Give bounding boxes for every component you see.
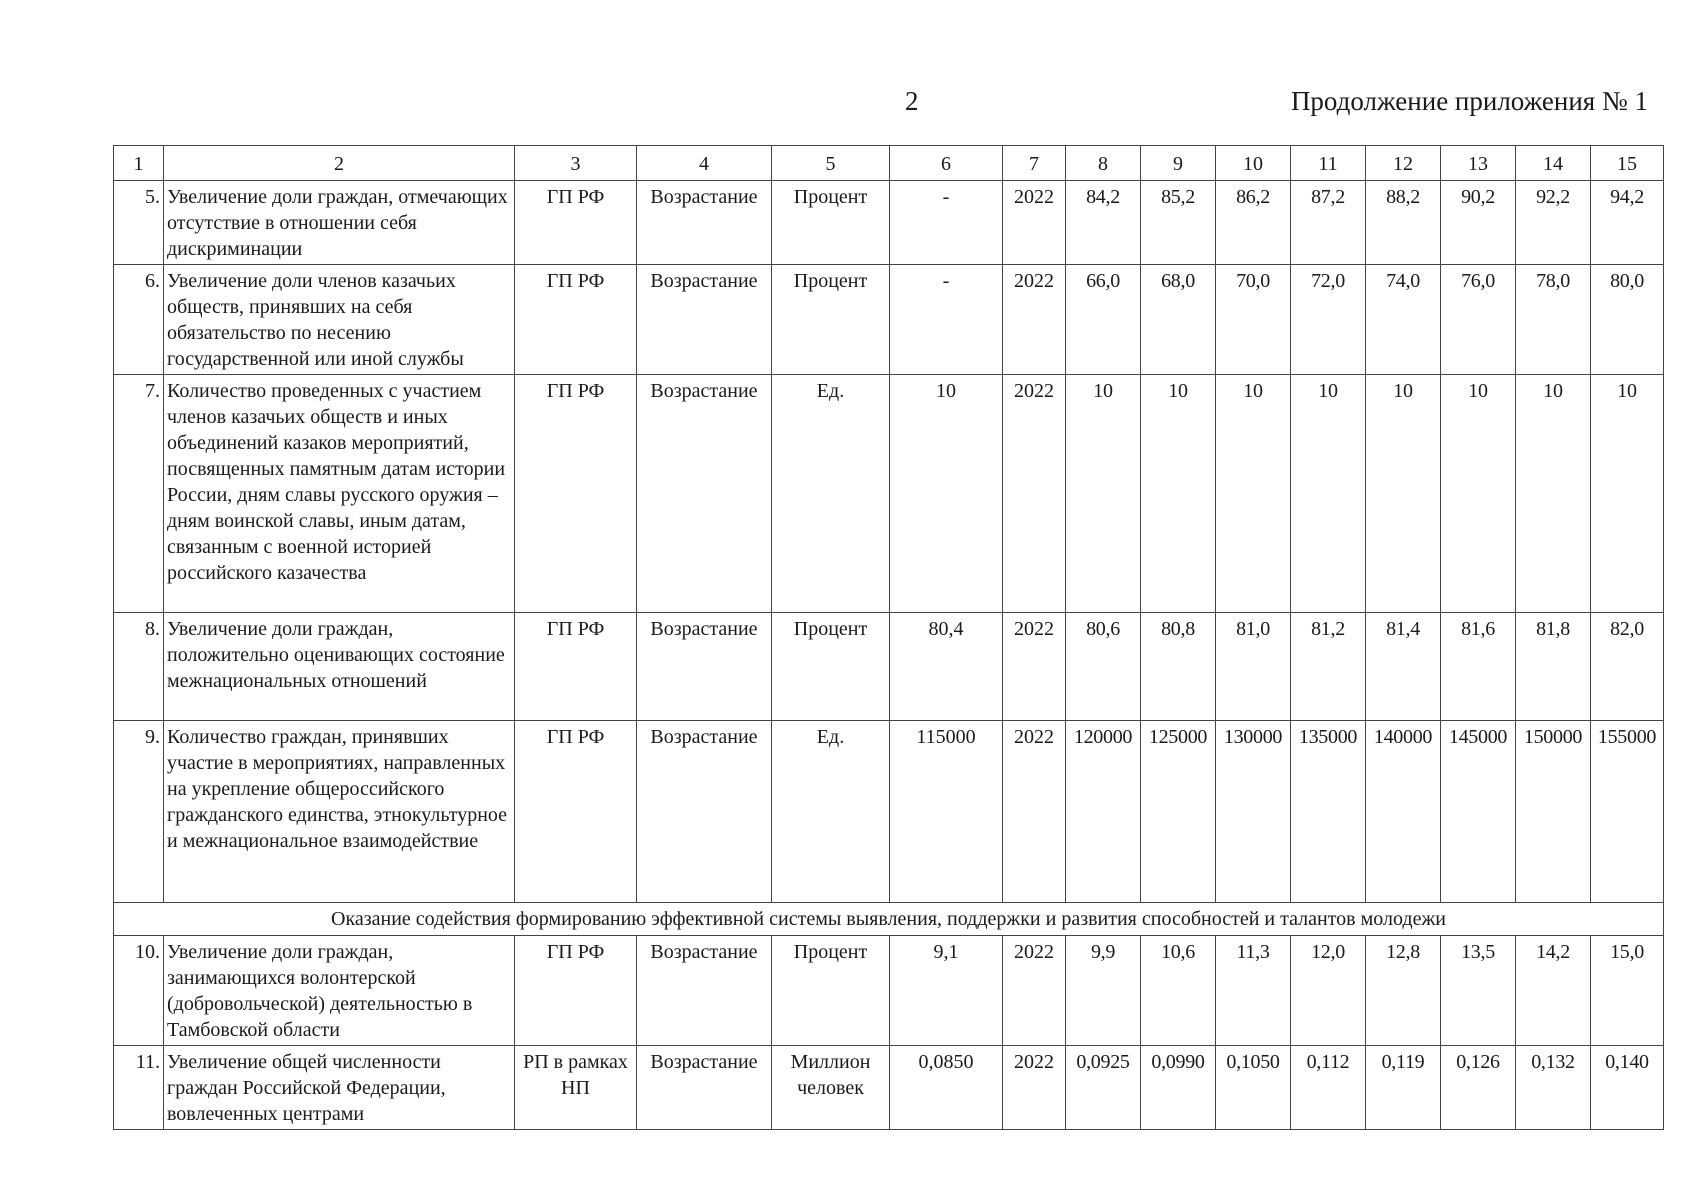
value-cell: 12,0: [1291, 936, 1366, 1046]
value-cell: 81,2: [1291, 613, 1366, 721]
value-cell: 88,2: [1366, 181, 1441, 265]
value-cell: 14,2: [1516, 936, 1591, 1046]
value-cell: 76,0: [1441, 265, 1516, 375]
header-cell: 11: [1291, 146, 1366, 181]
value-cell: 9,9: [1066, 936, 1141, 1046]
value-cell: 0,132: [1516, 1046, 1591, 1130]
base-year: 2022: [1003, 613, 1066, 721]
indicator-name: Увеличение доли граждан, занимающихся волонтерской (добровольческой) деятельностью в Тамбовской области: [164, 936, 515, 1046]
table-row: [114, 181, 1664, 265]
table-row: [114, 613, 1664, 721]
page-number: 2: [905, 86, 919, 116]
value-cell: 80,8: [1141, 613, 1216, 721]
value-cell: 66,0: [1066, 265, 1141, 375]
value-cell: 0,126: [1441, 1046, 1516, 1130]
indicator-direction: Возрастание: [637, 265, 772, 375]
value-cell: 10: [1516, 375, 1591, 613]
header-cell: 9: [1141, 146, 1216, 181]
indicator-level: ГП РФ: [515, 375, 637, 613]
value-cell: 10: [1291, 375, 1366, 613]
value-cell: 80,6: [1066, 613, 1141, 721]
value-cell: 0,0990: [1141, 1046, 1216, 1130]
table-row: [114, 1046, 1664, 1130]
indicator-direction: Возрастание: [637, 181, 772, 265]
header-row: [114, 146, 1664, 181]
table-row: [114, 375, 1664, 613]
row-number: 8.: [114, 613, 164, 721]
value-cell: 84,2: [1066, 181, 1141, 265]
header-cell: 3: [515, 146, 637, 181]
value-cell: 10: [1366, 375, 1441, 613]
header-cell: 14: [1516, 146, 1591, 181]
base-value: 9,1: [890, 936, 1003, 1046]
row-number: 5.: [114, 181, 164, 265]
indicator-name: Увеличение общей численности граждан Российской Федерации, вовлеченных центрами: [164, 1046, 515, 1130]
indicator-unit: Процент: [772, 936, 890, 1046]
indicator-unit: Процент: [772, 181, 890, 265]
value-cell: 140000: [1366, 721, 1441, 903]
table-row: [114, 265, 1664, 375]
base-year: 2022: [1003, 1046, 1066, 1130]
header-cell: 2: [164, 146, 515, 181]
value-cell: 90,2: [1441, 181, 1516, 265]
value-cell: 74,0: [1366, 265, 1441, 375]
value-cell: 150000: [1516, 721, 1591, 903]
indicator-name: Увеличение доли членов казачьих обществ, принявших на себя обязательство по несению государственной или иной службы: [164, 265, 515, 375]
indicator-name: Увеличение доли граждан, положительно оценивающих состояние межнациональных отношений: [164, 613, 515, 721]
value-cell: 70,0: [1216, 265, 1291, 375]
value-cell: 155000: [1591, 721, 1664, 903]
indicator-level: ГП РФ: [515, 721, 637, 903]
value-cell: 81,0: [1216, 613, 1291, 721]
header-cell: 12: [1366, 146, 1441, 181]
value-cell: 92,2: [1516, 181, 1591, 265]
value-cell: 145000: [1441, 721, 1516, 903]
indicator-unit: Миллион человек: [772, 1046, 890, 1130]
indicator-level: ГП РФ: [515, 265, 637, 375]
value-cell: 85,2: [1141, 181, 1216, 265]
row-number: 6.: [114, 265, 164, 375]
base-year: 2022: [1003, 721, 1066, 903]
row-number: 11.: [114, 1046, 164, 1130]
indicator-direction: Возрастание: [637, 936, 772, 1046]
indicator-unit: Процент: [772, 265, 890, 375]
indicator-unit: Ед.: [772, 375, 890, 613]
value-cell: 87,2: [1291, 181, 1366, 265]
value-cell: 10: [1141, 375, 1216, 613]
table-row: [114, 721, 1664, 903]
header-cell: 8: [1066, 146, 1141, 181]
section-title: Оказание содействия формированию эффективной системы выявления, поддержки и развития способностей и талантов молодежи: [114, 903, 1664, 936]
value-cell: 10,6: [1141, 936, 1216, 1046]
indicator-unit: Процент: [772, 613, 890, 721]
base-value: 10: [890, 375, 1003, 613]
base-year: 2022: [1003, 375, 1066, 613]
value-cell: 82,0: [1591, 613, 1664, 721]
indicator-level: ГП РФ: [515, 181, 637, 265]
indicator-level: РП в рамках НП: [515, 1046, 637, 1130]
value-cell: 125000: [1141, 721, 1216, 903]
indicator-level: ГП РФ: [515, 936, 637, 1046]
value-cell: 0,0925: [1066, 1046, 1141, 1130]
value-cell: 0,1050: [1216, 1046, 1291, 1130]
indicator-name: Увеличение доли граждан, отмечающих отсутствие в отношении себя дискриминации: [164, 181, 515, 265]
indicator-direction: Возрастание: [637, 1046, 772, 1130]
value-cell: 81,6: [1441, 613, 1516, 721]
base-value: -: [890, 265, 1003, 375]
value-cell: 81,4: [1366, 613, 1441, 721]
header-cell: 6: [890, 146, 1003, 181]
indicators-table: [113, 145, 1664, 1130]
header-cell: 13: [1441, 146, 1516, 181]
row-number: 9.: [114, 721, 164, 903]
value-cell: 78,0: [1516, 265, 1591, 375]
value-cell: 135000: [1291, 721, 1366, 903]
value-cell: 86,2: [1216, 181, 1291, 265]
indicator-direction: Возрастание: [637, 613, 772, 721]
value-cell: 10: [1216, 375, 1291, 613]
indicator-name: Количество проведенных с участием членов казачьих обществ и иных объединений казаков мероприятий, посвященных памятным датам истории России, дням славы русского оружия – дням воинской славы, иным датам, связанным с военной историей российского казачества: [164, 375, 515, 613]
base-year: 2022: [1003, 936, 1066, 1046]
value-cell: 0,119: [1366, 1046, 1441, 1130]
section-header-row: [114, 903, 1664, 936]
indicator-level: ГП РФ: [515, 613, 637, 721]
value-cell: 10: [1591, 375, 1664, 613]
indicator-name: Количество граждан, принявших участие в мероприятиях, направленных на укрепление общероссийского гражданского единства, этнокультурное и межнациональное взаимодействие: [164, 721, 515, 903]
base-value: 0,0850: [890, 1046, 1003, 1130]
indicator-unit: Ед.: [772, 721, 890, 903]
base-value: -: [890, 181, 1003, 265]
value-cell: 10: [1066, 375, 1141, 613]
base-year: 2022: [1003, 265, 1066, 375]
continuation-label: Продолжение приложения № 1: [1290, 86, 1648, 116]
base-value: 115000: [890, 721, 1003, 903]
header-cell: 4: [637, 146, 772, 181]
header-cell: 15: [1591, 146, 1664, 181]
value-cell: 130000: [1216, 721, 1291, 903]
value-cell: 120000: [1066, 721, 1141, 903]
value-cell: 72,0: [1291, 265, 1366, 375]
row-number: 7.: [114, 375, 164, 613]
value-cell: 94,2: [1591, 181, 1664, 265]
value-cell: 15,0: [1591, 936, 1664, 1046]
base-value: 80,4: [890, 613, 1003, 721]
value-cell: 12,8: [1366, 936, 1441, 1046]
value-cell: 10: [1441, 375, 1516, 613]
row-number: 10.: [114, 936, 164, 1046]
base-year: 2022: [1003, 181, 1066, 265]
header-cell: 10: [1216, 146, 1291, 181]
indicator-direction: Возрастание: [637, 721, 772, 903]
value-cell: 0,140: [1591, 1046, 1664, 1130]
value-cell: 81,8: [1516, 613, 1591, 721]
value-cell: 80,0: [1591, 265, 1664, 375]
value-cell: 68,0: [1141, 265, 1216, 375]
indicator-direction: Возрастание: [637, 375, 772, 613]
value-cell: 11,3: [1216, 936, 1291, 1046]
value-cell: 13,5: [1441, 936, 1516, 1046]
table-row: [114, 936, 1664, 1046]
value-cell: 0,112: [1291, 1046, 1366, 1130]
header-cell: 5: [772, 146, 890, 181]
header-cell: 1: [114, 146, 164, 181]
header-cell: 7: [1003, 146, 1066, 181]
